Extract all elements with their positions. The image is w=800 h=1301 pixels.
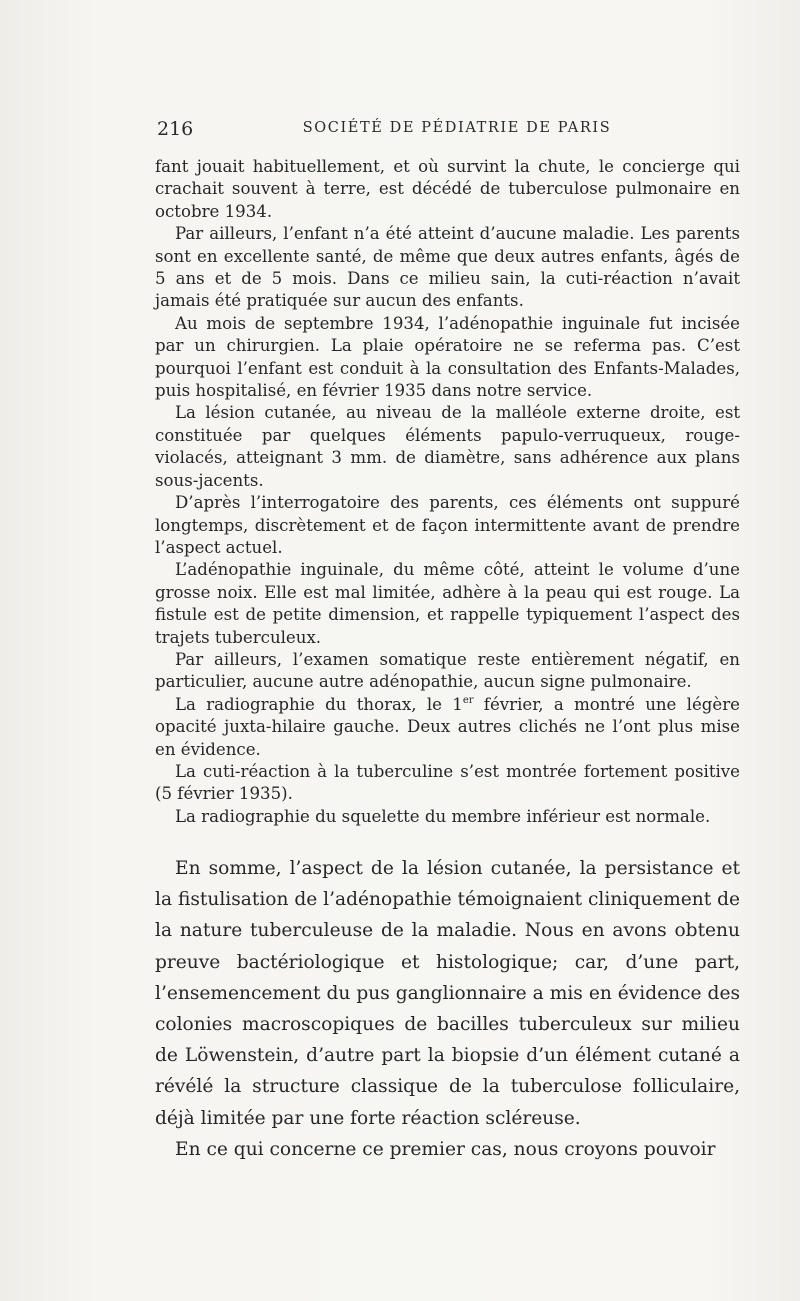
page-number: 216 [157, 118, 194, 140]
paragraph-interrogation: D’après l’interrogatoire des parents, ces éléments ont suppuré longtemps, discrètement et de façon intermittente avant de prendre l’aspect actuel. [155, 493, 740, 557]
paragraph-skeleton-radiography: La radiographie du squelette du membre inférieur est normale. [175, 806, 711, 826]
running-head [157, 118, 740, 142]
paragraph-surgery: Au mois de septembre 1934, l’adénopathie inguinale fut incisée par un chirurgien. La plaie opératoire ne se referma pas. C’est pourquoi l’enfant est conduit à la consultation des Enfants-Malades, puis hospitalisé, en février 1935 dans notre service. [155, 313, 740, 401]
paragraph-family-history: Par ailleurs, l’enfant n’a été atteint d’aucune maladie. Les parents sont en excellente santé, de même que deux autres enfants, âgés de 5 ans et de 5 mois. Dans ce milieu sain, la cuti-réaction n’avait jamais été pratiquée sur aucun des enfants. [155, 224, 740, 311]
summary-section [155, 853, 740, 1165]
paragraph-examination: Par ailleurs, l’examen somatique reste entièrement négatif, en particulier, aucune autre adénopathie, aucun signe pulmonaire. [155, 649, 740, 692]
paragraph-cuti-reaction: La cuti-réaction à la tuberculine s’est montrée fortement positive (5 février 1935). [155, 761, 740, 804]
radiography-text-start: La radiographie du thorax, le 1 [175, 694, 463, 714]
journal-title: SOCIÉTÉ DE PÉDIATRIE DE PARIS [302, 120, 612, 136]
paragraph-first-case: En ce qui concerne ce premier cas, nous croyons pouvoir [175, 1138, 716, 1160]
radiography-text-end: février, a montré une légère opacité juxta-hilaire gauche. Deux autres clichés ne l’ont plus mise en évidence. [155, 694, 740, 759]
paragraph-skin-lesion: La lésion cutanée, au niveau de la malléole externe droite, est constituée par quelques éléments papulo-verruqueux, rouge-violacés, atteignant 3 mm. de diamètre, sans adhérence aux plans sous-jacents. [155, 403, 740, 490]
ordinal-superscript: er [462, 694, 474, 706]
case-report-body [155, 156, 740, 828]
paragraph-summary: En somme, l’aspect de la lésion cutanée, la persistance et la fistulisation de l’adénopathie témoignaient cliniquement de la nature tuberculeuse de la maladie. Nous en avons obtenu preuve bactériologique et histologique; car, d’une part, l’ensemencement du pus ganglionnaire a mis en évidence des colonies macroscopiques de bacilles tuberculeux sur milieu de Löwenstein, d’autre part la biopsie d’un élément cutané a révélé la structure classique de la tuberculose folliculaire, déjà limitée par une forte réaction scléreuse. [155, 858, 741, 1129]
paragraph-continuation: fant jouait habituellement, et où survint la chute, le concierge qui crachait souvent à terre, est décédé de tuberculose pulmonaire en octobre 1934. [155, 157, 740, 221]
paragraph-thorax-radiography [155, 694, 740, 761]
paragraph-adenopathy: L’adénopathie inguinale, du même côté, atteint le volume d’une grosse noix. Elle est mal limitée, adhère à la peau qui est rouge. La fistule est de petite dimension, et rappelle typiquement l’aspect des trajets tuberculeux. [155, 560, 740, 647]
